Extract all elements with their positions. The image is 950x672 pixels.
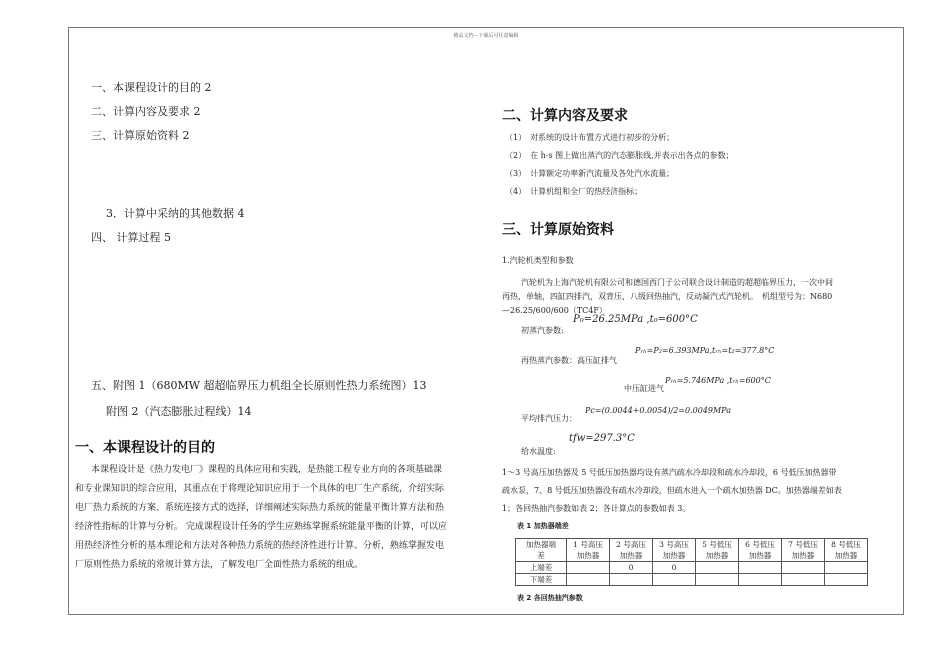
table-row xyxy=(516,574,868,586)
table1-caption: 表 1 加热器端差 xyxy=(517,522,569,530)
table-cell xyxy=(696,562,739,574)
toc-item-5: 四、 计算过程 5 xyxy=(91,231,171,244)
section1-line-6: 厂原则性热力系统的常规计算方法，了解发电厂全面性热力系统的组成。 xyxy=(75,560,364,570)
toc-item-1: 一、本课程设计的目的 2 xyxy=(91,81,212,94)
feedwater-formula: tfw=297.3°C xyxy=(569,433,635,444)
header-note: 精品文档---下载后可任意编辑 xyxy=(453,33,519,39)
table-header-cell: 2 号高压 加热器 xyxy=(610,539,653,562)
section1-line-2: 和专业课知识的综合应用，其重点在于将理论知识应用于一个具体的电厂生产系统，介绍实际 xyxy=(75,484,445,494)
exhaust-formula: Pc=(0.0044+0.0054)/2=0.0049MPa xyxy=(585,406,731,415)
table-cell xyxy=(567,562,610,574)
toc-item-3: 三、计算原始资料 2 xyxy=(91,129,190,142)
heater-desc-line-3: 1；各回热抽汽参数如表 2；各计算点的参数如表 3。 xyxy=(502,504,691,513)
toc-item-6: 五、附图 1（680MW 超超临界压力机组全长原则性热力系统图）13 xyxy=(91,379,427,392)
section1-line-3: 电厂热力系统的方案、系统连接方式的选择，详细阐述实际热力系统的能量平衡计算方法和热 xyxy=(75,503,445,513)
initial-steam-formula: P₀=26.25MPa ,t₀=600°C xyxy=(573,314,698,325)
table-cell: 上端差 xyxy=(516,562,567,574)
table-cell xyxy=(653,574,696,586)
section2-item-2: （2） 在 h-s 图上做出蒸汽的汽态膨胀线,并表示出各点的参数； xyxy=(505,151,734,160)
reheat-formula: Pᵣₕ=P₂=6.393MPa,tᵣₕ=t₂=377.8°C xyxy=(635,346,775,355)
table-cell: 0 xyxy=(610,562,653,574)
section2-item-3: （3） 计算额定功率新汽流量及各处汽水流量； xyxy=(505,169,675,178)
table-cell xyxy=(825,562,868,574)
table-cell xyxy=(782,562,825,574)
table-header-cell: 6 号低压 加热器 xyxy=(739,539,782,562)
turbine-desc-line-1: 汽轮机为上海汽轮机有限公司和德国西门子公司联合设计制造的超超临界压力，一次中间 xyxy=(521,278,833,287)
heater-desc-line-2: 疏水泵，7、8 号低压加热器没有疏水冷却段，但疏水进入一个疏水加热器 DC。加热器端差如表 xyxy=(502,486,842,495)
table-header-row xyxy=(516,539,868,562)
table-cell xyxy=(739,562,782,574)
section1-line-5: 用热经济性分析的基本理论和方法对各种热力系统的热经济性进行计算、分析，熟练掌握发电 xyxy=(75,541,445,551)
table-cell: 下端差 xyxy=(516,574,567,586)
section3-title: 三、计算原始资料 xyxy=(502,222,614,238)
table-header-cell: 5 号低压 加热器 xyxy=(696,539,739,562)
table-cell xyxy=(825,574,868,586)
table-cell: 0 xyxy=(653,562,696,574)
exhaust-label: 平均排汽压力： xyxy=(521,414,577,423)
section1-title: 一、本课程设计的目的 xyxy=(75,440,215,456)
reheat-label: 再热蒸汽参数：高压缸排气 xyxy=(521,356,617,365)
table-cell xyxy=(782,574,825,586)
section1-line-4: 经济性指标的计算与分析。 完成课程设计任务的学生应熟练掌握系统能量平衡的计算，可以应 xyxy=(75,522,447,532)
table-cell xyxy=(610,574,653,586)
mid-pressure-formula: Pᵣₕ=5.746MPa ,tᵣₕ=600°C xyxy=(665,376,771,385)
turbine-desc-line-2: 再热，单轴，四缸四排汽，双背压，八级回热抽汽，反动凝汽式汽轮机。 机组型号为：N680 xyxy=(502,292,833,301)
section2-item-4: （4） 计算机组和全厂的热经济指标； xyxy=(505,187,643,196)
section1-body xyxy=(75,461,493,575)
table-header-cell: 8 号低压 加热器 xyxy=(825,539,868,562)
heater-terminal-difference-table xyxy=(515,538,868,586)
table-cell xyxy=(696,574,739,586)
feedwater-label: 给水温度: xyxy=(521,447,556,456)
section1-line-1: 本课程设计是《热力发电厂》课程的具体应用和实践，是热能工程专业方向的各项基础课 xyxy=(91,465,443,475)
section2-item-1: （1） 对系统的设计布置方式进行初步的分析； xyxy=(505,133,675,142)
table-row xyxy=(516,562,868,574)
initial-steam-label: 初蒸汽参数: xyxy=(521,326,564,335)
table-cell xyxy=(739,574,782,586)
toc-item-7: 附图 2（汽态膨胀过程线）14 xyxy=(106,405,252,418)
table-header-cell: 1 号高压 加热器 xyxy=(567,539,610,562)
table-header-cell: 7 号低压 加热器 xyxy=(782,539,825,562)
section2-title: 二、计算内容及要求 xyxy=(502,108,628,124)
heater-desc-line-1: 1～3 号高压加热器及 5 号低压加热器均设有蒸汽疏水冷却段和疏水冷却段，6 号低压加热器带 xyxy=(502,468,837,477)
turbine-desc-line-3: —26.25/600/600（TC4F） xyxy=(502,306,607,315)
table-header-cell: 3 号高压 加热器 xyxy=(653,539,696,562)
toc-item-2: 二、计算内容及要求 2 xyxy=(91,105,201,118)
mid-pressure-label: 中压缸进气 xyxy=(624,384,664,393)
table-cell xyxy=(567,574,610,586)
toc-item-4: 3．计算中采纳的其他数据 4 xyxy=(106,207,245,220)
document-page xyxy=(68,27,904,615)
table2-caption: 表 2 各回热抽汽参数 xyxy=(517,594,583,602)
section3-subtitle: 1.汽轮机类型和参数 xyxy=(502,256,574,265)
table-header-cell: 加热器端 差 xyxy=(516,539,567,562)
